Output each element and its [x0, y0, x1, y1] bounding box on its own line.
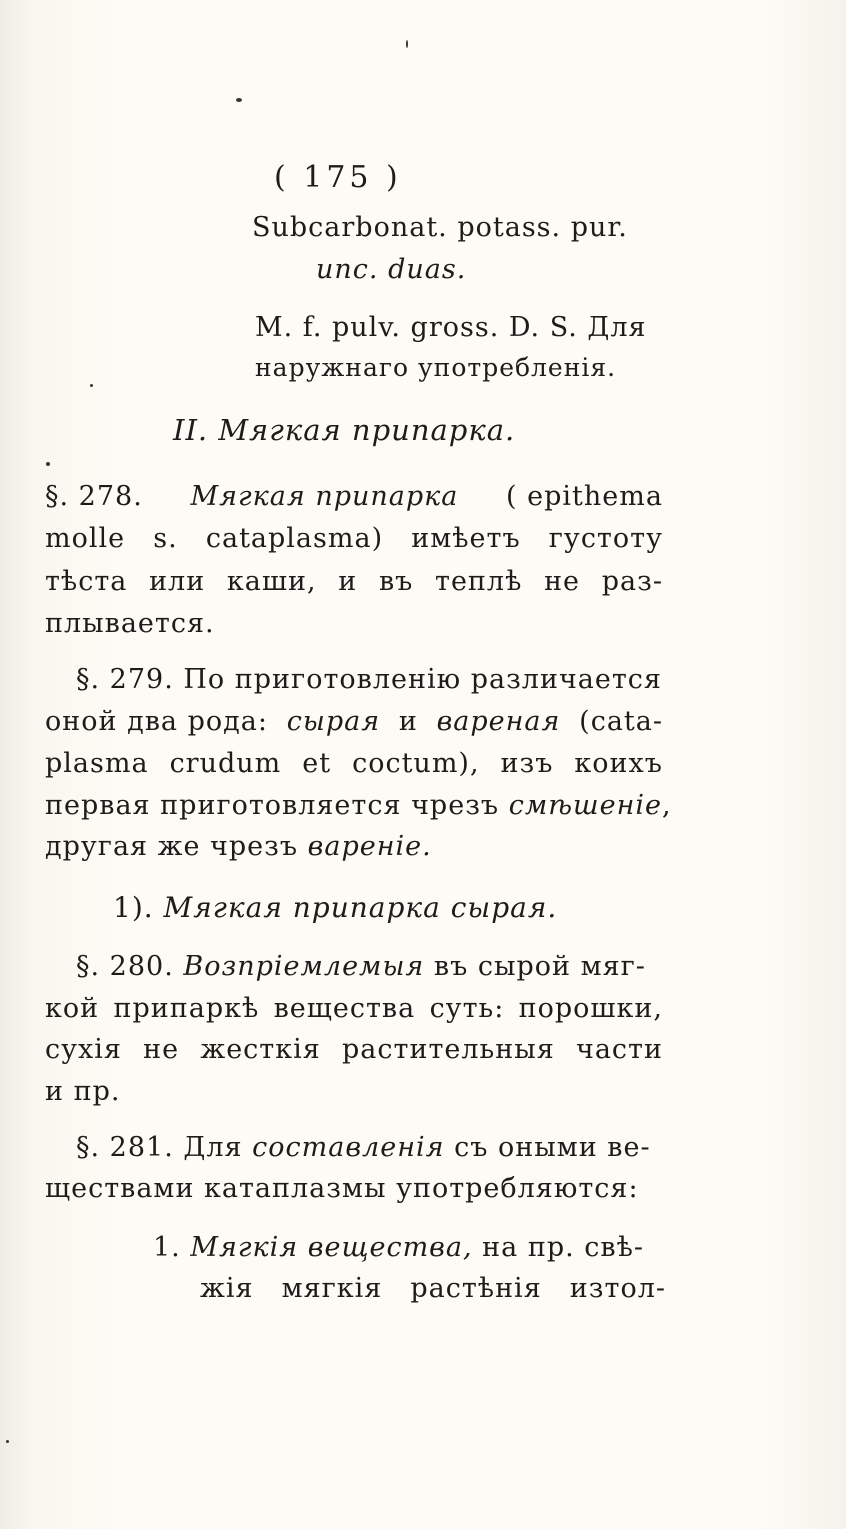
word: жія [200, 1273, 254, 1304]
text: (cata- [579, 706, 663, 737]
word: вещества [273, 993, 416, 1024]
ink-speck [236, 98, 242, 102]
word: суть: [429, 993, 505, 1024]
text: Для [183, 1132, 243, 1163]
paragraph-280-line-3 [45, 1034, 663, 1065]
ink-speck [6, 1440, 9, 1443]
word: мягкія [281, 1273, 383, 1304]
ink-speck [406, 40, 408, 48]
term: Мягкія вещества, [190, 1232, 473, 1263]
text: первая приготовляется чрезъ [45, 790, 500, 821]
word: molle [45, 523, 126, 554]
word: не [143, 1034, 180, 1065]
recipe-line-4: наружнаго употребленія. [255, 353, 617, 382]
text: въ сырой мяг- [433, 951, 646, 982]
word: s. [153, 523, 178, 554]
text: По приготовленію различается [183, 664, 662, 695]
term: смѣшеніе [508, 790, 662, 821]
term: составленія [252, 1132, 445, 1163]
term: сырая [286, 706, 381, 737]
paragraph-280-line-4: и пр. [45, 1076, 121, 1107]
word: раз- [601, 566, 663, 597]
word: растительныя [342, 1034, 555, 1065]
paragraph-278-line-2 [45, 523, 663, 554]
word: кой [45, 993, 100, 1024]
word: изъ [500, 748, 554, 779]
word: порошки, [518, 993, 663, 1024]
word: коихъ [574, 748, 663, 779]
word: сухія [45, 1034, 122, 1065]
ink-speck [46, 462, 50, 466]
paragraph-279-line-4 [45, 790, 672, 821]
word: въ [378, 566, 414, 597]
text: оной два рода: [45, 706, 268, 737]
paragraph-278-line-1 [45, 481, 663, 512]
ink-speck [90, 384, 93, 387]
paragraph-281-line-2: ществами катаплазмы употребляются: [45, 1173, 639, 1204]
word: crudum [169, 748, 282, 779]
page-number: ( 175 ) [274, 160, 402, 195]
word: coctum), [352, 748, 480, 779]
word: и [338, 566, 358, 597]
text: на пр. свѣ- [482, 1232, 645, 1263]
word: густоту [548, 523, 663, 554]
text: и [398, 706, 418, 737]
text: съ оными ве- [454, 1132, 651, 1163]
word: plasma [45, 748, 149, 779]
word: теплѣ [435, 566, 523, 597]
list-item-number: 1. [153, 1232, 181, 1263]
word: или [149, 566, 206, 597]
paragraph-278-line-3 [45, 566, 663, 597]
recipe-line-1: Subcarbonat. potass. pur. [252, 212, 628, 243]
subsection-title: Мягкая припарка сырая. [163, 891, 558, 924]
list-item-1-line-1 [153, 1232, 644, 1263]
list-item-1-line-2 [200, 1273, 666, 1304]
paragraph-number: §. 281. [76, 1132, 174, 1163]
word: имѣетъ [411, 523, 521, 554]
text: другая же чрезъ [45, 831, 299, 862]
word: cataplasma) [205, 523, 384, 554]
paragraph-279-line-3 [45, 748, 663, 779]
word: припаркѣ [113, 993, 260, 1024]
word: каши, [226, 566, 317, 597]
word: тѣста [45, 566, 128, 597]
paragraph-278-line-4: плывается. [45, 608, 215, 639]
paragraph-279-line-2 [45, 706, 663, 737]
recipe-line-3: M. f. pulv. gross. D. S. Для [255, 312, 647, 343]
paragraph-number: §. 280. [76, 951, 174, 982]
paragraph-280-line-2 [45, 993, 663, 1024]
term: Возпріемлемыя [183, 951, 425, 982]
paragraph-279-line-5 [45, 831, 432, 862]
term: Мягкая припарка [190, 481, 459, 512]
paragraph-number: §. 278. [45, 481, 143, 512]
text: ( epithema [506, 481, 663, 512]
subsection-heading [113, 891, 557, 924]
word: не [544, 566, 581, 597]
paragraph-280-line-1 [76, 951, 646, 982]
paragraph-279-line-1 [76, 664, 662, 695]
paragraph-number: §. 279. [76, 664, 174, 695]
subsection-number: 1). [113, 891, 154, 924]
paragraph-281-line-1 [76, 1132, 651, 1163]
term: вареніе. [307, 831, 432, 862]
term: вареная [436, 706, 561, 737]
word: растѣнія [410, 1273, 542, 1304]
recipe-line-2: unc. duas. [316, 254, 467, 285]
text: , [662, 790, 672, 821]
section-heading: II. Мягкая припарка. [173, 413, 516, 447]
word: части [575, 1034, 663, 1065]
word: et [302, 748, 332, 779]
word: изтол- [569, 1273, 666, 1304]
word: жесткія [200, 1034, 321, 1065]
